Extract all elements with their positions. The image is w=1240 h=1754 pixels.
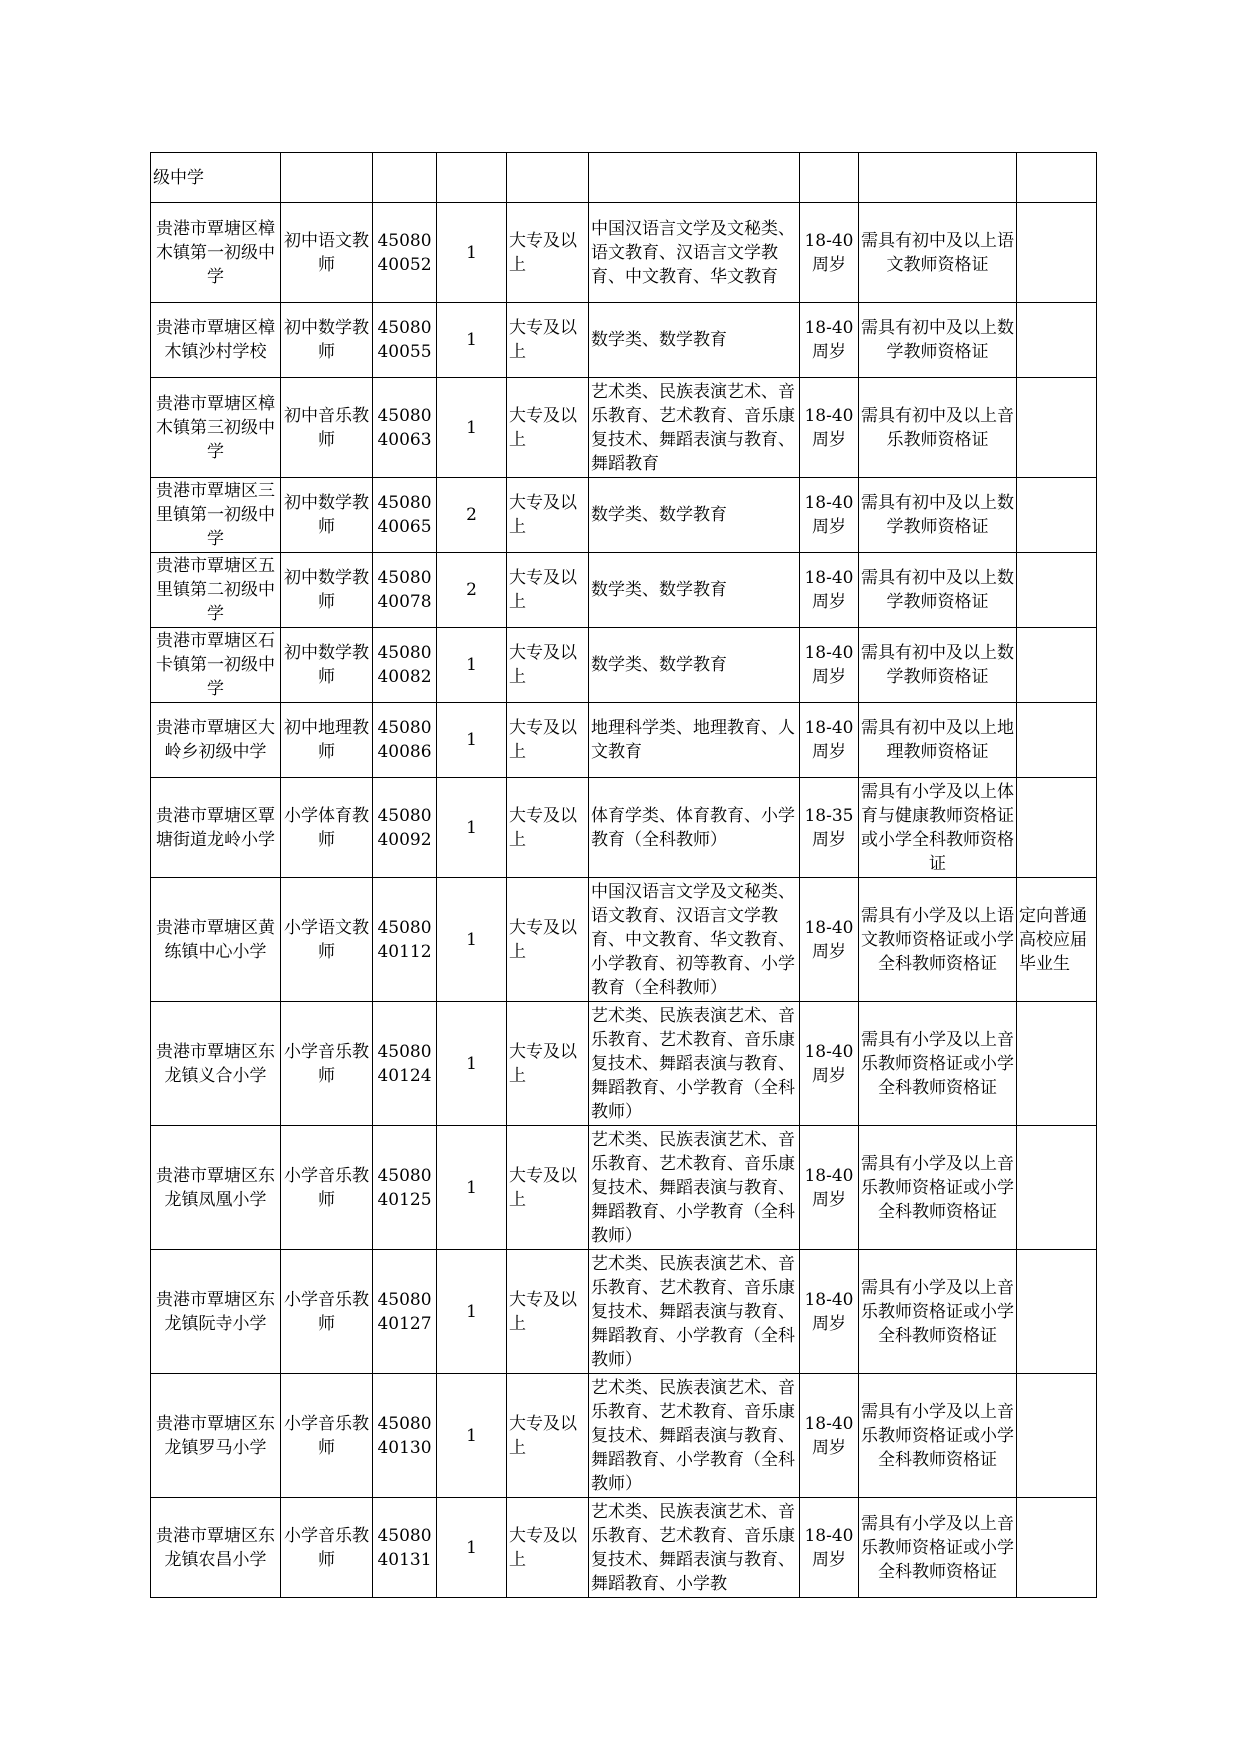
- unit-cell: 贵港市覃塘区三里镇第一初级中学: [151, 478, 281, 553]
- requirement-cell: [859, 153, 1017, 203]
- major-cell: 体育学类、体育教育、小学教育（全科教师）: [589, 778, 800, 878]
- table-row: [151, 878, 1097, 1002]
- education-cell: 大专及以上: [507, 628, 589, 703]
- requirement-cell: 需具有初中及以上语文教师资格证: [859, 203, 1017, 303]
- age-cell: 18-40周岁: [800, 303, 859, 378]
- post-cell: 初中数学教师: [281, 628, 373, 703]
- table-row: [151, 1250, 1097, 1374]
- code-cell: 4508040065: [373, 478, 437, 553]
- table-row: [151, 303, 1097, 378]
- note-cell: [1017, 153, 1097, 203]
- note-cell: [1017, 1498, 1097, 1598]
- count-cell: 1: [437, 1498, 507, 1598]
- post-cell: 小学音乐教师: [281, 1498, 373, 1598]
- code-cell: 4508040086: [373, 703, 437, 778]
- table-row: [151, 1126, 1097, 1250]
- requirement-cell: 需具有小学及以上音乐教师资格证或小学全科教师资格证: [859, 1126, 1017, 1250]
- age-cell: 18-40周岁: [800, 378, 859, 478]
- education-cell: 大专及以上: [507, 553, 589, 628]
- major-cell: 艺术类、民族表演艺术、音乐教育、艺术教育、音乐康复技术、舞蹈表演与教育、舞蹈教育: [589, 378, 800, 478]
- unit-cell: 贵港市覃塘区东龙镇阮寺小学: [151, 1250, 281, 1374]
- note-cell: [1017, 303, 1097, 378]
- major-cell: 艺术类、民族表演艺术、音乐教育、艺术教育、音乐康复技术、舞蹈表演与教育、舞蹈教育、小学教育（全科教师）: [589, 1002, 800, 1126]
- age-cell: 18-35周岁: [800, 778, 859, 878]
- requirement-cell: 需具有小学及以上音乐教师资格证或小学全科教师资格证: [859, 1250, 1017, 1374]
- post-cell: 小学音乐教师: [281, 1250, 373, 1374]
- table-row: [151, 703, 1097, 778]
- count-cell: [437, 153, 507, 203]
- code-cell: 4508040052: [373, 203, 437, 303]
- post-cell: 小学音乐教师: [281, 1002, 373, 1126]
- post-cell: 初中地理教师: [281, 703, 373, 778]
- note-cell: [1017, 1374, 1097, 1498]
- requirement-cell: 需具有小学及以上音乐教师资格证或小学全科教师资格证: [859, 1002, 1017, 1126]
- table-row: [151, 1498, 1097, 1598]
- table-row: [151, 478, 1097, 553]
- education-cell: 大专及以上: [507, 1250, 589, 1374]
- major-cell: [589, 153, 800, 203]
- unit-cell: 贵港市覃塘区东龙镇凤凰小学: [151, 1126, 281, 1250]
- requirement-cell: 需具有小学及以上语文教师资格证或小学全科教师资格证: [859, 878, 1017, 1002]
- age-cell: 18-40周岁: [800, 1374, 859, 1498]
- post-cell: [281, 153, 373, 203]
- age-cell: [800, 153, 859, 203]
- requirement-cell: 需具有初中及以上音乐教师资格证: [859, 378, 1017, 478]
- code-cell: 4508040124: [373, 1002, 437, 1126]
- age-cell: 18-40周岁: [800, 1498, 859, 1598]
- note-cell: [1017, 478, 1097, 553]
- post-cell: 小学音乐教师: [281, 1374, 373, 1498]
- post-cell: 初中数学教师: [281, 553, 373, 628]
- requirement-cell: 需具有小学及以上音乐教师资格证或小学全科教师资格证: [859, 1374, 1017, 1498]
- note-cell: [1017, 778, 1097, 878]
- code-cell: 4508040131: [373, 1498, 437, 1598]
- unit-cell: 贵港市覃塘区东龙镇罗马小学: [151, 1374, 281, 1498]
- post-cell: 小学语文教师: [281, 878, 373, 1002]
- requirement-cell: 需具有小学及以上体育与健康教师资格证或小学全科教师资格证: [859, 778, 1017, 878]
- unit-cell: 贵港市覃塘区东龙镇农昌小学: [151, 1498, 281, 1598]
- count-cell: 1: [437, 378, 507, 478]
- count-cell: 1: [437, 1002, 507, 1126]
- major-cell: 艺术类、民族表演艺术、音乐教育、艺术教育、音乐康复技术、舞蹈表演与教育、舞蹈教育、小学教育（全科教师）: [589, 1250, 800, 1374]
- major-cell: 地理科学类、地理教育、人文教育: [589, 703, 800, 778]
- code-cell: 4508040082: [373, 628, 437, 703]
- requirement-cell: 需具有初中及以上地理教师资格证: [859, 703, 1017, 778]
- education-cell: 大专及以上: [507, 303, 589, 378]
- education-cell: 大专及以上: [507, 1498, 589, 1598]
- note-cell: [1017, 378, 1097, 478]
- count-cell: 1: [437, 203, 507, 303]
- count-cell: 1: [437, 878, 507, 1002]
- age-cell: 18-40周岁: [800, 203, 859, 303]
- code-cell: 4508040125: [373, 1126, 437, 1250]
- education-cell: 大专及以上: [507, 778, 589, 878]
- table-body: [151, 153, 1097, 1598]
- count-cell: 2: [437, 553, 507, 628]
- code-cell: [373, 153, 437, 203]
- table-row: [151, 378, 1097, 478]
- count-cell: 1: [437, 1374, 507, 1498]
- table-row: [151, 553, 1097, 628]
- requirement-cell: 需具有初中及以上数学教师资格证: [859, 628, 1017, 703]
- education-cell: 大专及以上: [507, 703, 589, 778]
- count-cell: 1: [437, 303, 507, 378]
- note-cell: [1017, 553, 1097, 628]
- unit-cell: 级中学: [151, 153, 281, 203]
- major-cell: 艺术类、民族表演艺术、音乐教育、艺术教育、音乐康复技术、舞蹈表演与教育、舞蹈教育、小学教: [589, 1498, 800, 1598]
- unit-cell: 贵港市覃塘区黄练镇中心小学: [151, 878, 281, 1002]
- age-cell: 18-40周岁: [800, 553, 859, 628]
- unit-cell: 贵港市覃塘区五里镇第二初级中学: [151, 553, 281, 628]
- table-row: [151, 778, 1097, 878]
- note-cell: [1017, 203, 1097, 303]
- code-cell: 4508040078: [373, 553, 437, 628]
- unit-cell: 贵港市覃塘区石卡镇第一初级中学: [151, 628, 281, 703]
- requirement-cell: 需具有初中及以上数学教师资格证: [859, 478, 1017, 553]
- age-cell: 18-40周岁: [800, 1002, 859, 1126]
- table-row: [151, 1002, 1097, 1126]
- education-cell: 大专及以上: [507, 203, 589, 303]
- post-cell: 初中数学教师: [281, 303, 373, 378]
- major-cell: 数学类、数学教育: [589, 303, 800, 378]
- unit-cell: 贵港市覃塘区樟木镇第三初级中学: [151, 378, 281, 478]
- code-cell: 4508040055: [373, 303, 437, 378]
- table-row: [151, 628, 1097, 703]
- unit-cell: 贵港市覃塘区大岭乡初级中学: [151, 703, 281, 778]
- education-cell: 大专及以上: [507, 1126, 589, 1250]
- age-cell: 18-40周岁: [800, 628, 859, 703]
- count-cell: 1: [437, 778, 507, 878]
- post-cell: 初中音乐教师: [281, 378, 373, 478]
- education-cell: 大专及以上: [507, 1374, 589, 1498]
- requirement-cell: 需具有小学及以上音乐教师资格证或小学全科教师资格证: [859, 1498, 1017, 1598]
- unit-cell: 贵港市覃塘区东龙镇义合小学: [151, 1002, 281, 1126]
- unit-cell: 贵港市覃塘区樟木镇第一初级中学: [151, 203, 281, 303]
- age-cell: 18-40周岁: [800, 478, 859, 553]
- post-cell: 小学体育教师: [281, 778, 373, 878]
- major-cell: 艺术类、民族表演艺术、音乐教育、艺术教育、音乐康复技术、舞蹈表演与教育、舞蹈教育、小学教育（全科教师）: [589, 1126, 800, 1250]
- count-cell: 1: [437, 1250, 507, 1374]
- major-cell: 中国汉语言文学及文秘类、语文教育、汉语言文学教育、中文教育、华文教育: [589, 203, 800, 303]
- major-cell: 艺术类、民族表演艺术、音乐教育、艺术教育、音乐康复技术、舞蹈表演与教育、舞蹈教育、小学教育（全科教师）: [589, 1374, 800, 1498]
- major-cell: 中国汉语言文学及文秘类、语文教育、汉语言文学教育、中文教育、华文教育、小学教育、初等教育、小学教育（全科教师）: [589, 878, 800, 1002]
- post-cell: 初中语文教师: [281, 203, 373, 303]
- unit-cell: 贵港市覃塘区覃塘街道龙岭小学: [151, 778, 281, 878]
- major-cell: 数学类、数学教育: [589, 553, 800, 628]
- education-cell: 大专及以上: [507, 478, 589, 553]
- age-cell: 18-40周岁: [800, 1126, 859, 1250]
- education-cell: [507, 153, 589, 203]
- code-cell: 4508040130: [373, 1374, 437, 1498]
- note-cell: 定向普通高校应届毕业生: [1017, 878, 1097, 1002]
- note-cell: [1017, 1250, 1097, 1374]
- requirement-cell: 需具有初中及以上数学教师资格证: [859, 303, 1017, 378]
- education-cell: 大专及以上: [507, 1002, 589, 1126]
- code-cell: 4508040112: [373, 878, 437, 1002]
- recruitment-table: [150, 152, 1097, 1598]
- age-cell: 18-40周岁: [800, 878, 859, 1002]
- unit-cell: 贵港市覃塘区樟木镇沙村学校: [151, 303, 281, 378]
- post-cell: 小学音乐教师: [281, 1126, 373, 1250]
- code-cell: 4508040127: [373, 1250, 437, 1374]
- education-cell: 大专及以上: [507, 378, 589, 478]
- table-row: [151, 203, 1097, 303]
- count-cell: 2: [437, 478, 507, 553]
- code-cell: 4508040063: [373, 378, 437, 478]
- major-cell: 数学类、数学教育: [589, 628, 800, 703]
- age-cell: 18-40周岁: [800, 1250, 859, 1374]
- count-cell: 1: [437, 628, 507, 703]
- age-cell: 18-40周岁: [800, 703, 859, 778]
- table-row: [151, 153, 1097, 203]
- note-cell: [1017, 628, 1097, 703]
- note-cell: [1017, 1126, 1097, 1250]
- table-row: [151, 1374, 1097, 1498]
- requirement-cell: 需具有初中及以上数学教师资格证: [859, 553, 1017, 628]
- count-cell: 1: [437, 1126, 507, 1250]
- note-cell: [1017, 703, 1097, 778]
- post-cell: 初中数学教师: [281, 478, 373, 553]
- code-cell: 4508040092: [373, 778, 437, 878]
- major-cell: 数学类、数学教育: [589, 478, 800, 553]
- education-cell: 大专及以上: [507, 878, 589, 1002]
- note-cell: [1017, 1002, 1097, 1126]
- count-cell: 1: [437, 703, 507, 778]
